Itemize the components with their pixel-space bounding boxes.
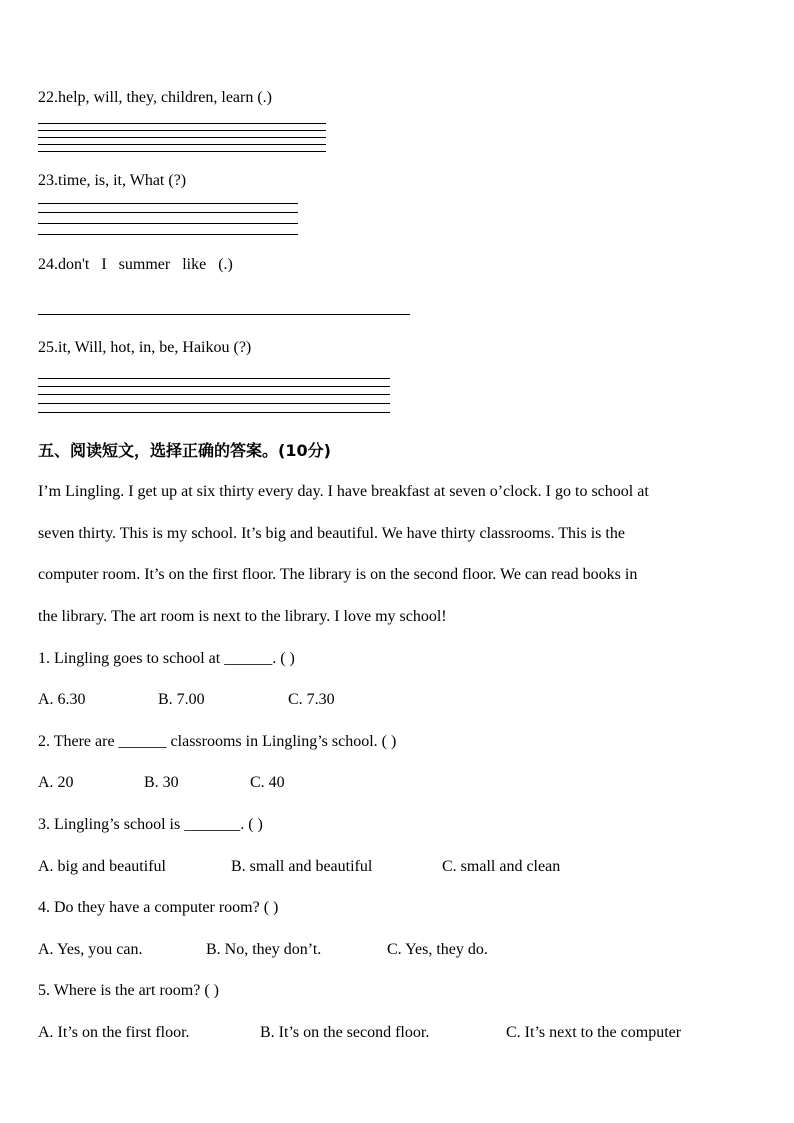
option-a[interactable]: A. 20 <box>38 774 74 791</box>
option-a[interactable]: A. 6.30 <box>38 691 86 708</box>
question-23-prompt: 23.time, is, it, What (?) <box>38 172 187 189</box>
answer-line[interactable] <box>38 412 390 413</box>
passage-line: computer room. It’s on the first floor. The library is on the second floor. We can read books in <box>38 566 638 583</box>
question-5-stem: 5. Where is the art room? ( ) <box>38 982 219 999</box>
answer-line[interactable] <box>38 403 390 404</box>
answer-line[interactable] <box>38 123 326 124</box>
answer-line[interactable] <box>38 394 390 395</box>
option-a[interactable]: A. It’s on the first floor. <box>38 1024 190 1041</box>
question-22-prompt: 22.help, will, they, children, learn (.) <box>38 89 272 106</box>
answer-line[interactable] <box>38 314 410 315</box>
passage-line: the library. The art room is next to the library. I love my school! <box>38 608 447 625</box>
question-2-stem: 2. There are ______ classrooms in Lingling’s school. ( ) <box>38 733 397 750</box>
option-b[interactable]: B. 30 <box>144 774 179 791</box>
option-b[interactable]: B. No, they don’t. <box>206 941 322 958</box>
question-5-options <box>38 1023 681 1043</box>
answer-line[interactable] <box>38 130 326 131</box>
answer-line[interactable] <box>38 378 390 379</box>
question-4-stem: 4. Do they have a computer room? ( ) <box>38 899 279 916</box>
question-24-prompt: 24.don't I summer like (.) <box>38 256 233 273</box>
question-1-stem: 1. Lingling goes to school at ______. ( ) <box>38 650 295 667</box>
answer-line[interactable] <box>38 212 298 213</box>
passage-line: I’m Lingling. I get up at six thirty every day. I have breakfast at seven o’clock. I go to school at <box>38 483 649 500</box>
question-25-prompt: 25.it, Will, hot, in, be, Haikou (?) <box>38 339 252 356</box>
answer-line[interactable] <box>38 144 326 145</box>
answer-line[interactable] <box>38 137 326 138</box>
option-c[interactable]: C. 7.30 <box>288 691 335 708</box>
section-5-title: 五、阅读短文，选择正确的答案。(10分) <box>38 441 331 460</box>
option-b[interactable]: B. It’s on the second floor. <box>260 1024 430 1041</box>
option-c[interactable]: C. It’s next to the computer <box>506 1024 682 1041</box>
question-3-stem: 3. Lingling’s school is _______. ( ) <box>38 816 263 833</box>
option-c[interactable]: C. Yes, they do. <box>387 941 488 958</box>
passage-line: seven thirty. This is my school. It’s big and beautiful. We have thirty classrooms. This is the <box>38 525 625 542</box>
answer-line[interactable] <box>38 151 326 152</box>
option-b[interactable]: B. 7.00 <box>158 691 205 708</box>
question-3-options <box>38 857 560 877</box>
option-b[interactable]: B. small and beautiful <box>231 858 373 875</box>
option-a[interactable]: A. Yes, you can. <box>38 941 143 958</box>
option-c[interactable]: C. small and clean <box>442 858 561 875</box>
answer-line[interactable] <box>38 203 298 204</box>
answer-line[interactable] <box>38 223 298 224</box>
answer-line[interactable] <box>38 234 298 235</box>
question-1-options <box>38 690 335 710</box>
option-c[interactable]: C. 40 <box>250 774 285 791</box>
question-4-options <box>38 940 488 960</box>
question-2-options <box>38 773 285 793</box>
answer-line[interactable] <box>38 386 390 387</box>
option-a[interactable]: A. big and beautiful <box>38 858 166 875</box>
